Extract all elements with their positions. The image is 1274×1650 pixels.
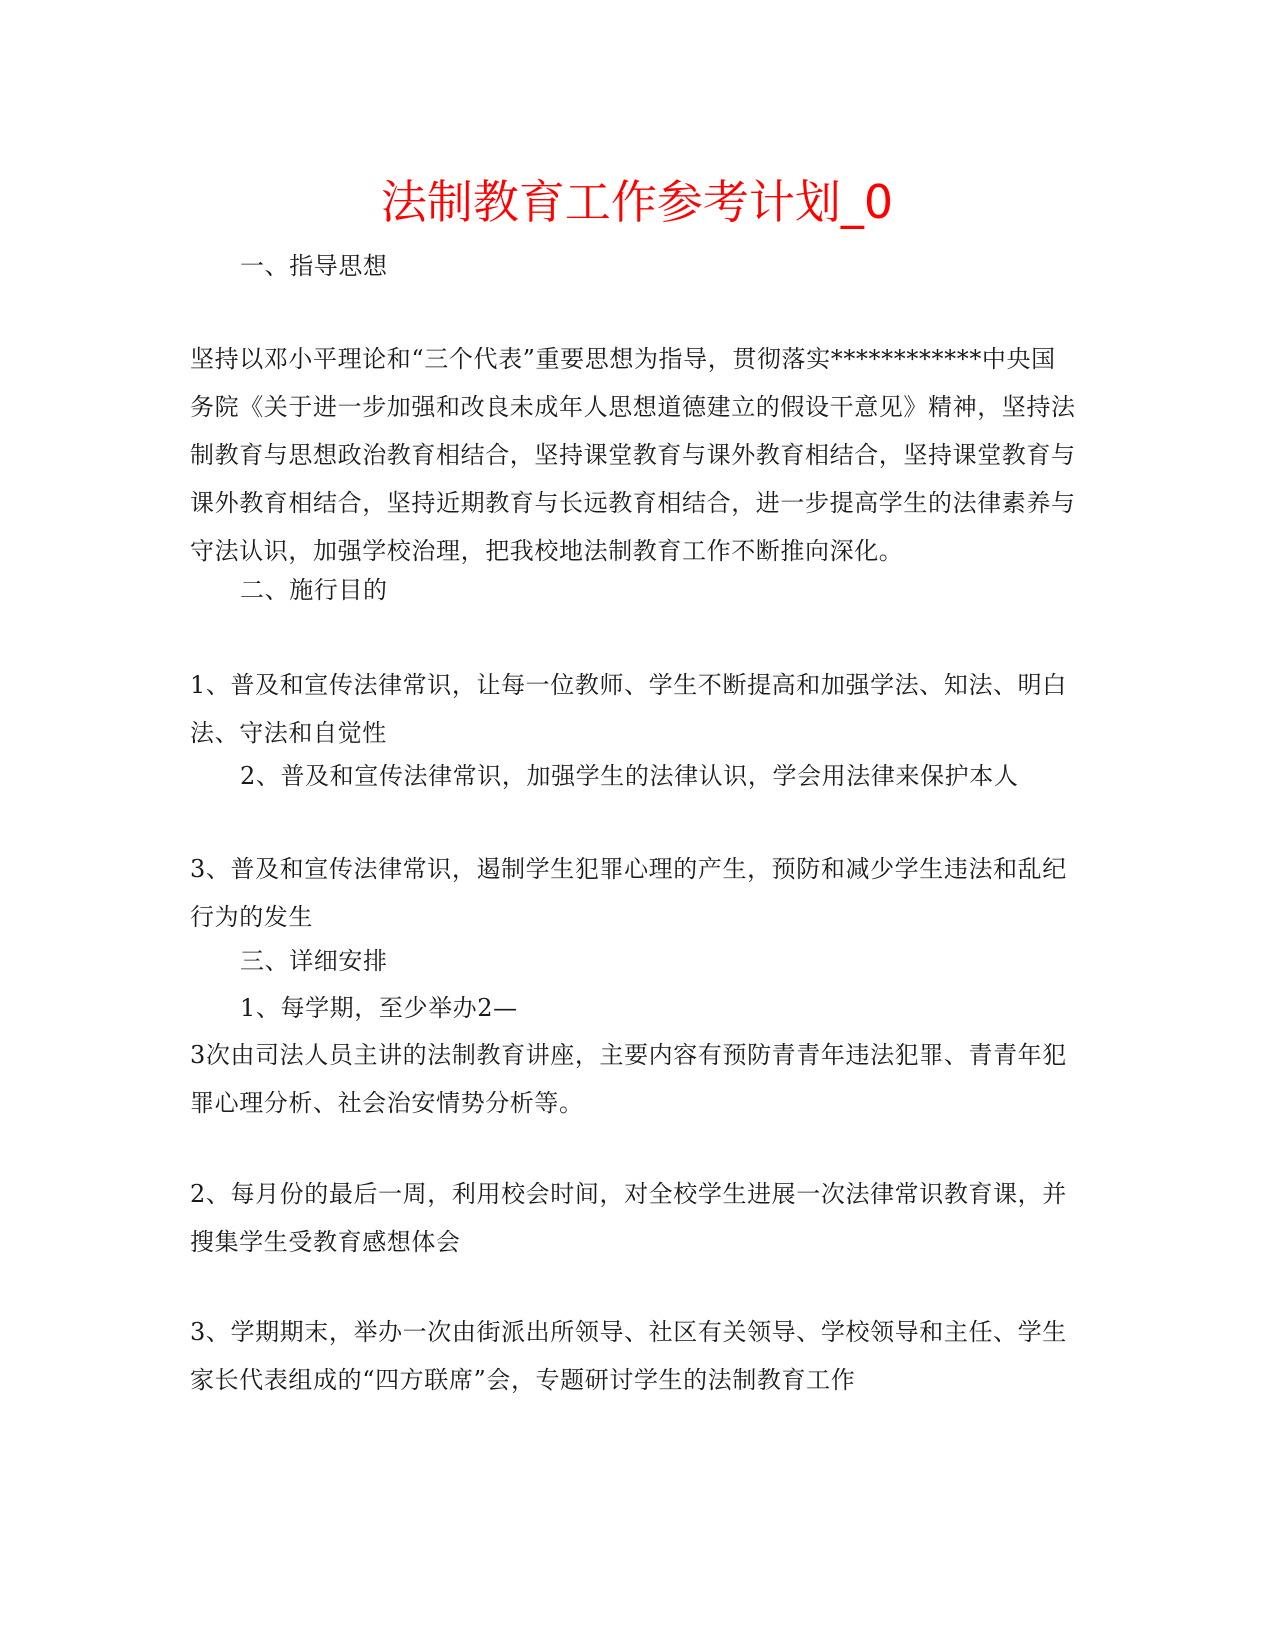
section-3-item-1-body: 3次由司法人员主讲的法制教育讲座，主要内容有预防青青年违法犯罪、青青年犯罪心理分析、社会治安情势分析等。	[190, 1041, 1067, 1117]
section-3-item-3: 3、学期期末，举办一次由街派出所领导、社区有关领导、学校领导和主任、学生家长代表组成的“四方联席”会，专题研讨学生的法制教育工作	[190, 1318, 1067, 1394]
section-2-item-2: 2、普及和宣传法律常识，加强学生的法律认识，学会用法律来保护本人	[240, 762, 1019, 790]
section-3-item-1-start: 1、每学期，至少举办2—	[240, 994, 518, 1022]
section-1-paragraph: 坚持以邓小平理论和“三个代表”重要思想为指导，贯彻落实************中央国务院《关于进一步加强和改良未成年人思想道德建立的假设干意见》精神，坚持法制教育与思想政治教育相结合，坚持课堂教育与课外教育相结合，坚持课堂教育与课外教育相结合，坚持近期教育与长远教育相结合，进一步提高学生的法律素养与守法认识，加强学校治理，把我校地法制教育工作不断推向深化。	[190, 345, 1076, 565]
section-3-item-2: 2、每月份的最后一周，利用校会时间，对全校学生进展一次法律常识教育课，并搜集学生受教育感想体会	[190, 1180, 1067, 1256]
section-2-heading: 二、施行目的	[240, 576, 388, 604]
section-2-item-3: 3、普及和宣传法律常识，遏制学生犯罪心理的产生，预防和减少学生违法和乱纪行为的发生	[190, 855, 1067, 931]
document-title: 法制教育工作参考计划_0	[380, 175, 894, 229]
section-2-item-1: 1、普及和宣传法律常识，让每一位教师、学生不断提高和加强学法、知法、明白法、守法和自觉性	[190, 671, 1067, 747]
section-3-heading: 三、详细安排	[240, 947, 388, 975]
section-1-heading: 一、指导思想	[240, 252, 388, 280]
